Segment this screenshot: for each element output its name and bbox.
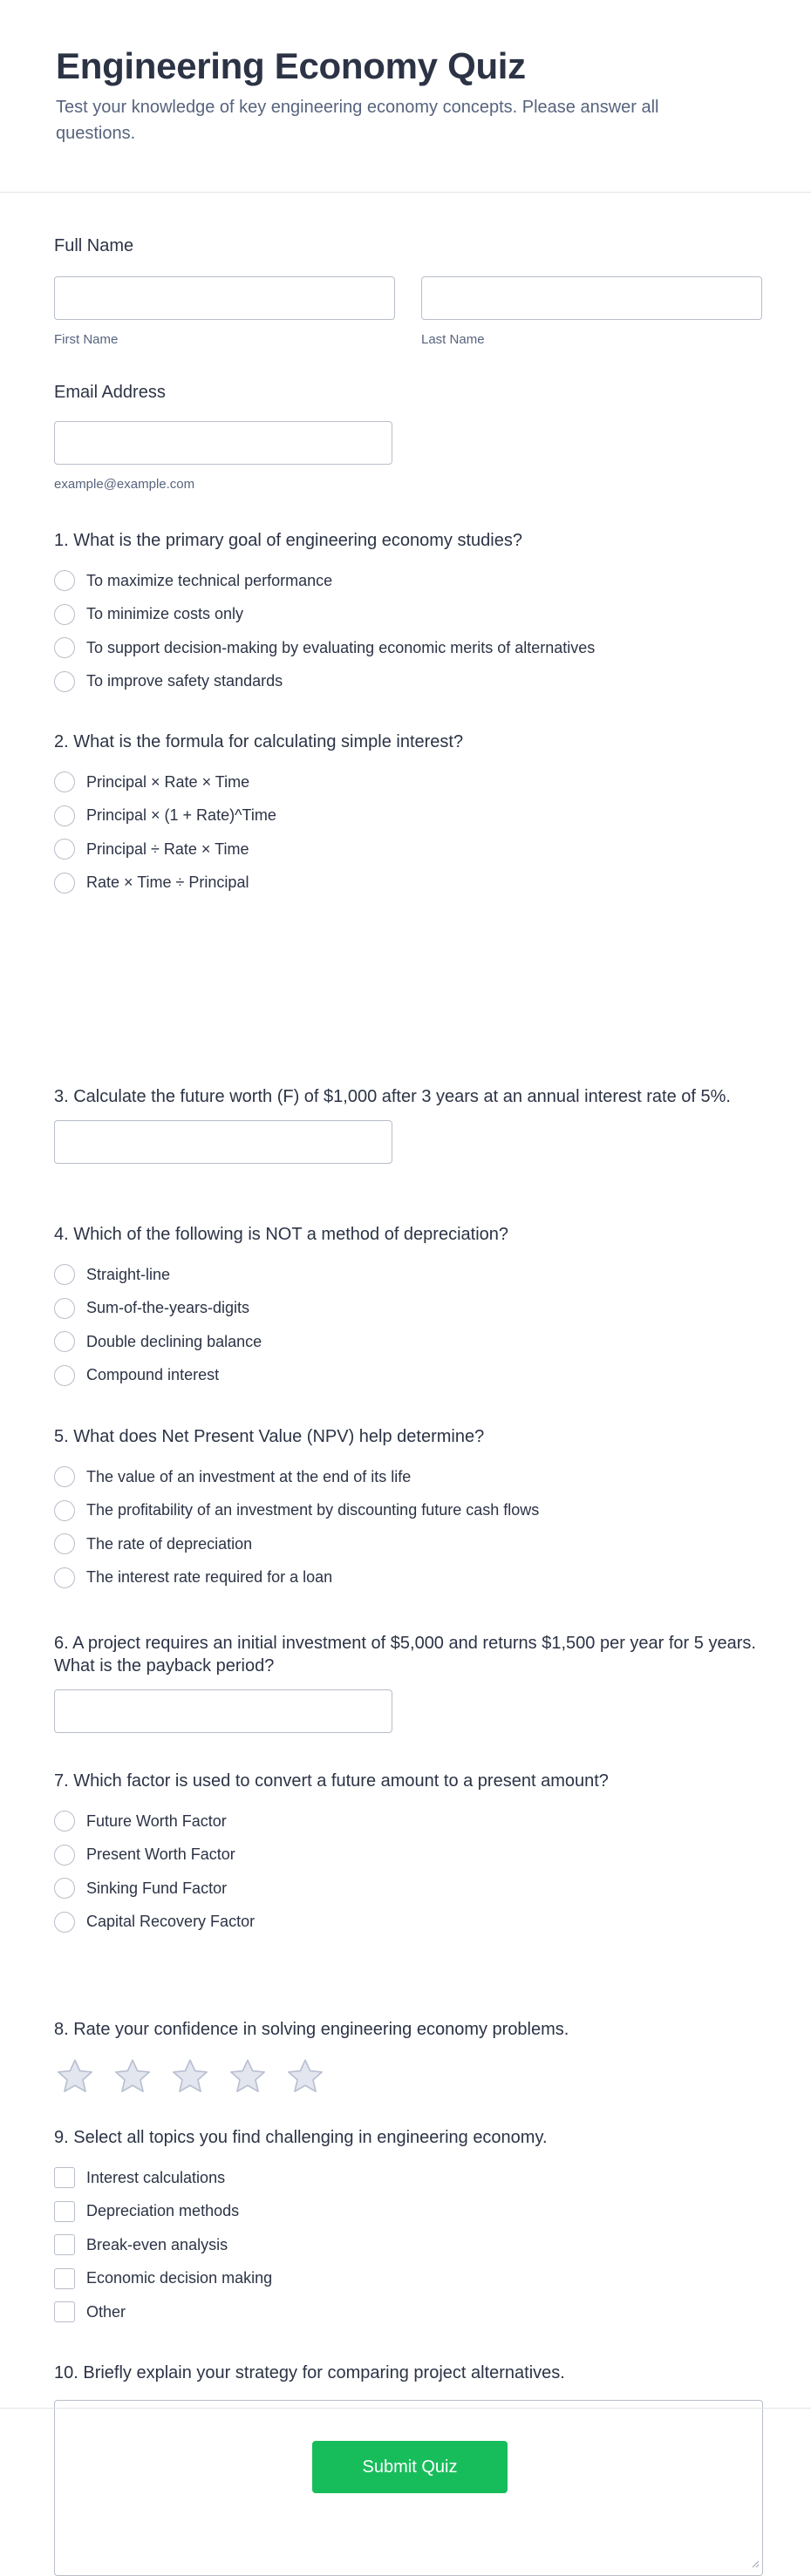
option-label: The interest rate required for a loan xyxy=(86,1568,333,1587)
full-name-label: Full Name xyxy=(54,236,134,255)
option-label: Principal × (1 + Rate)^Time xyxy=(86,806,276,825)
question-4-label: 4. Which of the following is NOT a method of depreciation? xyxy=(54,1225,509,1244)
question-6-label: 6. A project requires an initial investment of $5,000 and returns $1,500 per year for 5 years. What is the payback period? xyxy=(54,1634,756,1675)
last-name-sublabel: Last Name xyxy=(421,332,485,347)
radio-button[interactable] xyxy=(54,1912,75,1933)
radio-button[interactable] xyxy=(54,1298,75,1319)
q1-option[interactable] xyxy=(54,631,595,665)
option-label: Straight-line xyxy=(86,1265,171,1283)
question-3-label: 3. Calculate the future worth (F) of $1,000 after 3 years at an annual interest rate of 5%. xyxy=(54,1087,731,1106)
question-9 xyxy=(54,2126,548,2329)
question-6 xyxy=(54,1632,769,1733)
question-10-label: 10. Briefly explain your strategy for comparing project alternatives. xyxy=(54,2363,565,2382)
option-label: To improve safety standards xyxy=(86,672,283,690)
question-8 xyxy=(54,2018,569,2095)
q1-option[interactable] xyxy=(54,598,595,632)
option-label: Principal ÷ Rate × Time xyxy=(86,839,249,858)
option-label: Capital Recovery Factor xyxy=(86,1913,256,1931)
q5-option[interactable] xyxy=(54,1460,539,1494)
q9-option[interactable] xyxy=(54,2228,548,2262)
radio-button[interactable] xyxy=(54,873,75,894)
star-icon[interactable] xyxy=(171,2058,209,2095)
radio-button[interactable] xyxy=(54,1533,75,1554)
option-label: Double declining balance xyxy=(86,1332,262,1350)
quiz-form xyxy=(0,193,811,2382)
question-9-label: 9. Select all topics you find challenging in engineering economy. xyxy=(54,2128,548,2147)
question-4 xyxy=(54,1223,508,1392)
q5-option[interactable] xyxy=(54,1494,539,1528)
checkbox[interactable] xyxy=(54,2268,75,2289)
option-label: Other xyxy=(86,2302,126,2321)
question-1 xyxy=(54,529,595,698)
radio-button[interactable] xyxy=(54,570,75,591)
checkbox[interactable] xyxy=(54,2234,75,2255)
submit-button[interactable]: Submit Quiz xyxy=(312,2441,508,2493)
radio-button[interactable] xyxy=(54,1365,75,1386)
radio-button[interactable] xyxy=(54,1878,75,1899)
option-label: Present Worth Factor xyxy=(86,1845,235,1864)
option-label: Principal × Rate × Time xyxy=(86,772,250,791)
form-header xyxy=(0,0,811,193)
resize-grip-icon[interactable] xyxy=(751,2557,760,2573)
option-label: Depreciation methods xyxy=(86,2202,240,2220)
q2-option[interactable] xyxy=(54,833,463,867)
option-label: Economic decision making xyxy=(86,2269,273,2287)
q1-option[interactable] xyxy=(54,665,595,699)
radio-button[interactable] xyxy=(54,771,75,792)
option-label: Compound interest xyxy=(86,1366,220,1384)
checkbox[interactable] xyxy=(54,2167,75,2188)
star-icon[interactable] xyxy=(286,2058,324,2095)
q9-option[interactable] xyxy=(54,2295,548,2329)
q5-option[interactable] xyxy=(54,1561,539,1595)
radio-button[interactable] xyxy=(54,1500,75,1521)
option-label: Break-even analysis xyxy=(86,2235,228,2253)
q2-option[interactable] xyxy=(54,799,463,833)
radio-button[interactable] xyxy=(54,604,75,625)
question-2 xyxy=(54,731,463,900)
star-icon[interactable] xyxy=(228,2058,267,2095)
last-name-input[interactable] xyxy=(421,276,762,320)
option-label: To support decision-making by evaluating economic merits of alternatives xyxy=(86,638,596,656)
radio-button[interactable] xyxy=(54,1264,75,1285)
email-field xyxy=(54,381,392,492)
question-7 xyxy=(54,1770,609,1939)
option-label: Interest calculations xyxy=(86,2168,226,2186)
question-8-label: 8. Rate your confidence in solving engineering economy problems. xyxy=(54,2020,569,2039)
q2-option[interactable] xyxy=(54,765,463,799)
option-label: To minimize costs only xyxy=(86,605,244,623)
radio-button[interactable] xyxy=(54,805,75,826)
q7-option[interactable] xyxy=(54,1805,609,1839)
question-5-label: 5. What does Net Present Value (NPV) help determine? xyxy=(54,1427,485,1446)
email-sublabel: example@example.com xyxy=(54,477,195,492)
question-7-label: 7. Which factor is used to convert a future amount to a present amount? xyxy=(54,1771,609,1791)
radio-button[interactable] xyxy=(54,1466,75,1487)
q4-option[interactable] xyxy=(54,1258,508,1292)
page-title: Engineering Economy Quiz xyxy=(56,45,526,86)
option-label: The rate of depreciation xyxy=(86,1534,253,1553)
q9-option[interactable] xyxy=(54,2195,548,2229)
first-name-sublabel: First Name xyxy=(54,332,119,347)
q9-option[interactable] xyxy=(54,2262,548,2296)
star-rating xyxy=(54,2058,569,2095)
radio-button[interactable] xyxy=(54,637,75,658)
option-label: The value of an investment at the end of its life xyxy=(86,1467,412,1485)
full-name-field xyxy=(54,234,762,347)
radio-button[interactable] xyxy=(54,671,75,692)
question-3-input[interactable] xyxy=(54,1120,392,1164)
checkbox[interactable] xyxy=(54,2301,75,2322)
option-label: To maximize technical performance xyxy=(86,571,333,589)
email-input[interactable] xyxy=(54,421,392,465)
option-label: Sum-of-the-years-digits xyxy=(86,1299,250,1317)
radio-button[interactable] xyxy=(54,1811,75,1832)
question-6-input[interactable] xyxy=(54,1689,392,1733)
star-icon[interactable] xyxy=(113,2058,152,2095)
first-name-input[interactable] xyxy=(54,276,395,320)
q9-option[interactable] xyxy=(54,2161,548,2195)
question-3 xyxy=(54,1085,769,1164)
form-footer xyxy=(0,2408,811,2539)
radio-button[interactable] xyxy=(54,839,75,860)
option-label: Sinking Fund Factor xyxy=(86,1879,228,1897)
question-1-label: 1. What is the primary goal of engineering economy studies? xyxy=(54,531,522,550)
option-label: The profitability of an investment by discounting future cash flows xyxy=(86,1501,540,1519)
q4-option[interactable] xyxy=(54,1325,508,1359)
q5-option[interactable] xyxy=(54,1527,539,1561)
q7-option[interactable] xyxy=(54,1906,609,1940)
q2-option[interactable] xyxy=(54,867,463,901)
question-2-label: 2. What is the formula for calculating simple interest? xyxy=(54,732,464,751)
option-label: Rate × Time ÷ Principal xyxy=(86,873,249,892)
option-label: Future Worth Factor xyxy=(86,1811,227,1830)
email-label: Email Address xyxy=(54,383,166,402)
q7-option[interactable] xyxy=(54,1839,609,1873)
radio-button[interactable] xyxy=(54,1567,75,1588)
checkbox[interactable] xyxy=(54,2201,75,2222)
star-icon[interactable] xyxy=(56,2058,94,2095)
question-5 xyxy=(54,1425,539,1594)
radio-button[interactable] xyxy=(54,1845,75,1866)
q7-option[interactable] xyxy=(54,1872,609,1906)
q4-option[interactable] xyxy=(54,1292,508,1326)
radio-button[interactable] xyxy=(54,1331,75,1352)
q4-option[interactable] xyxy=(54,1359,508,1393)
page-subtitle: Test your knowledge of key engineering economy concepts. Please answer all questions. xyxy=(56,98,659,144)
q1-option[interactable] xyxy=(54,564,595,598)
